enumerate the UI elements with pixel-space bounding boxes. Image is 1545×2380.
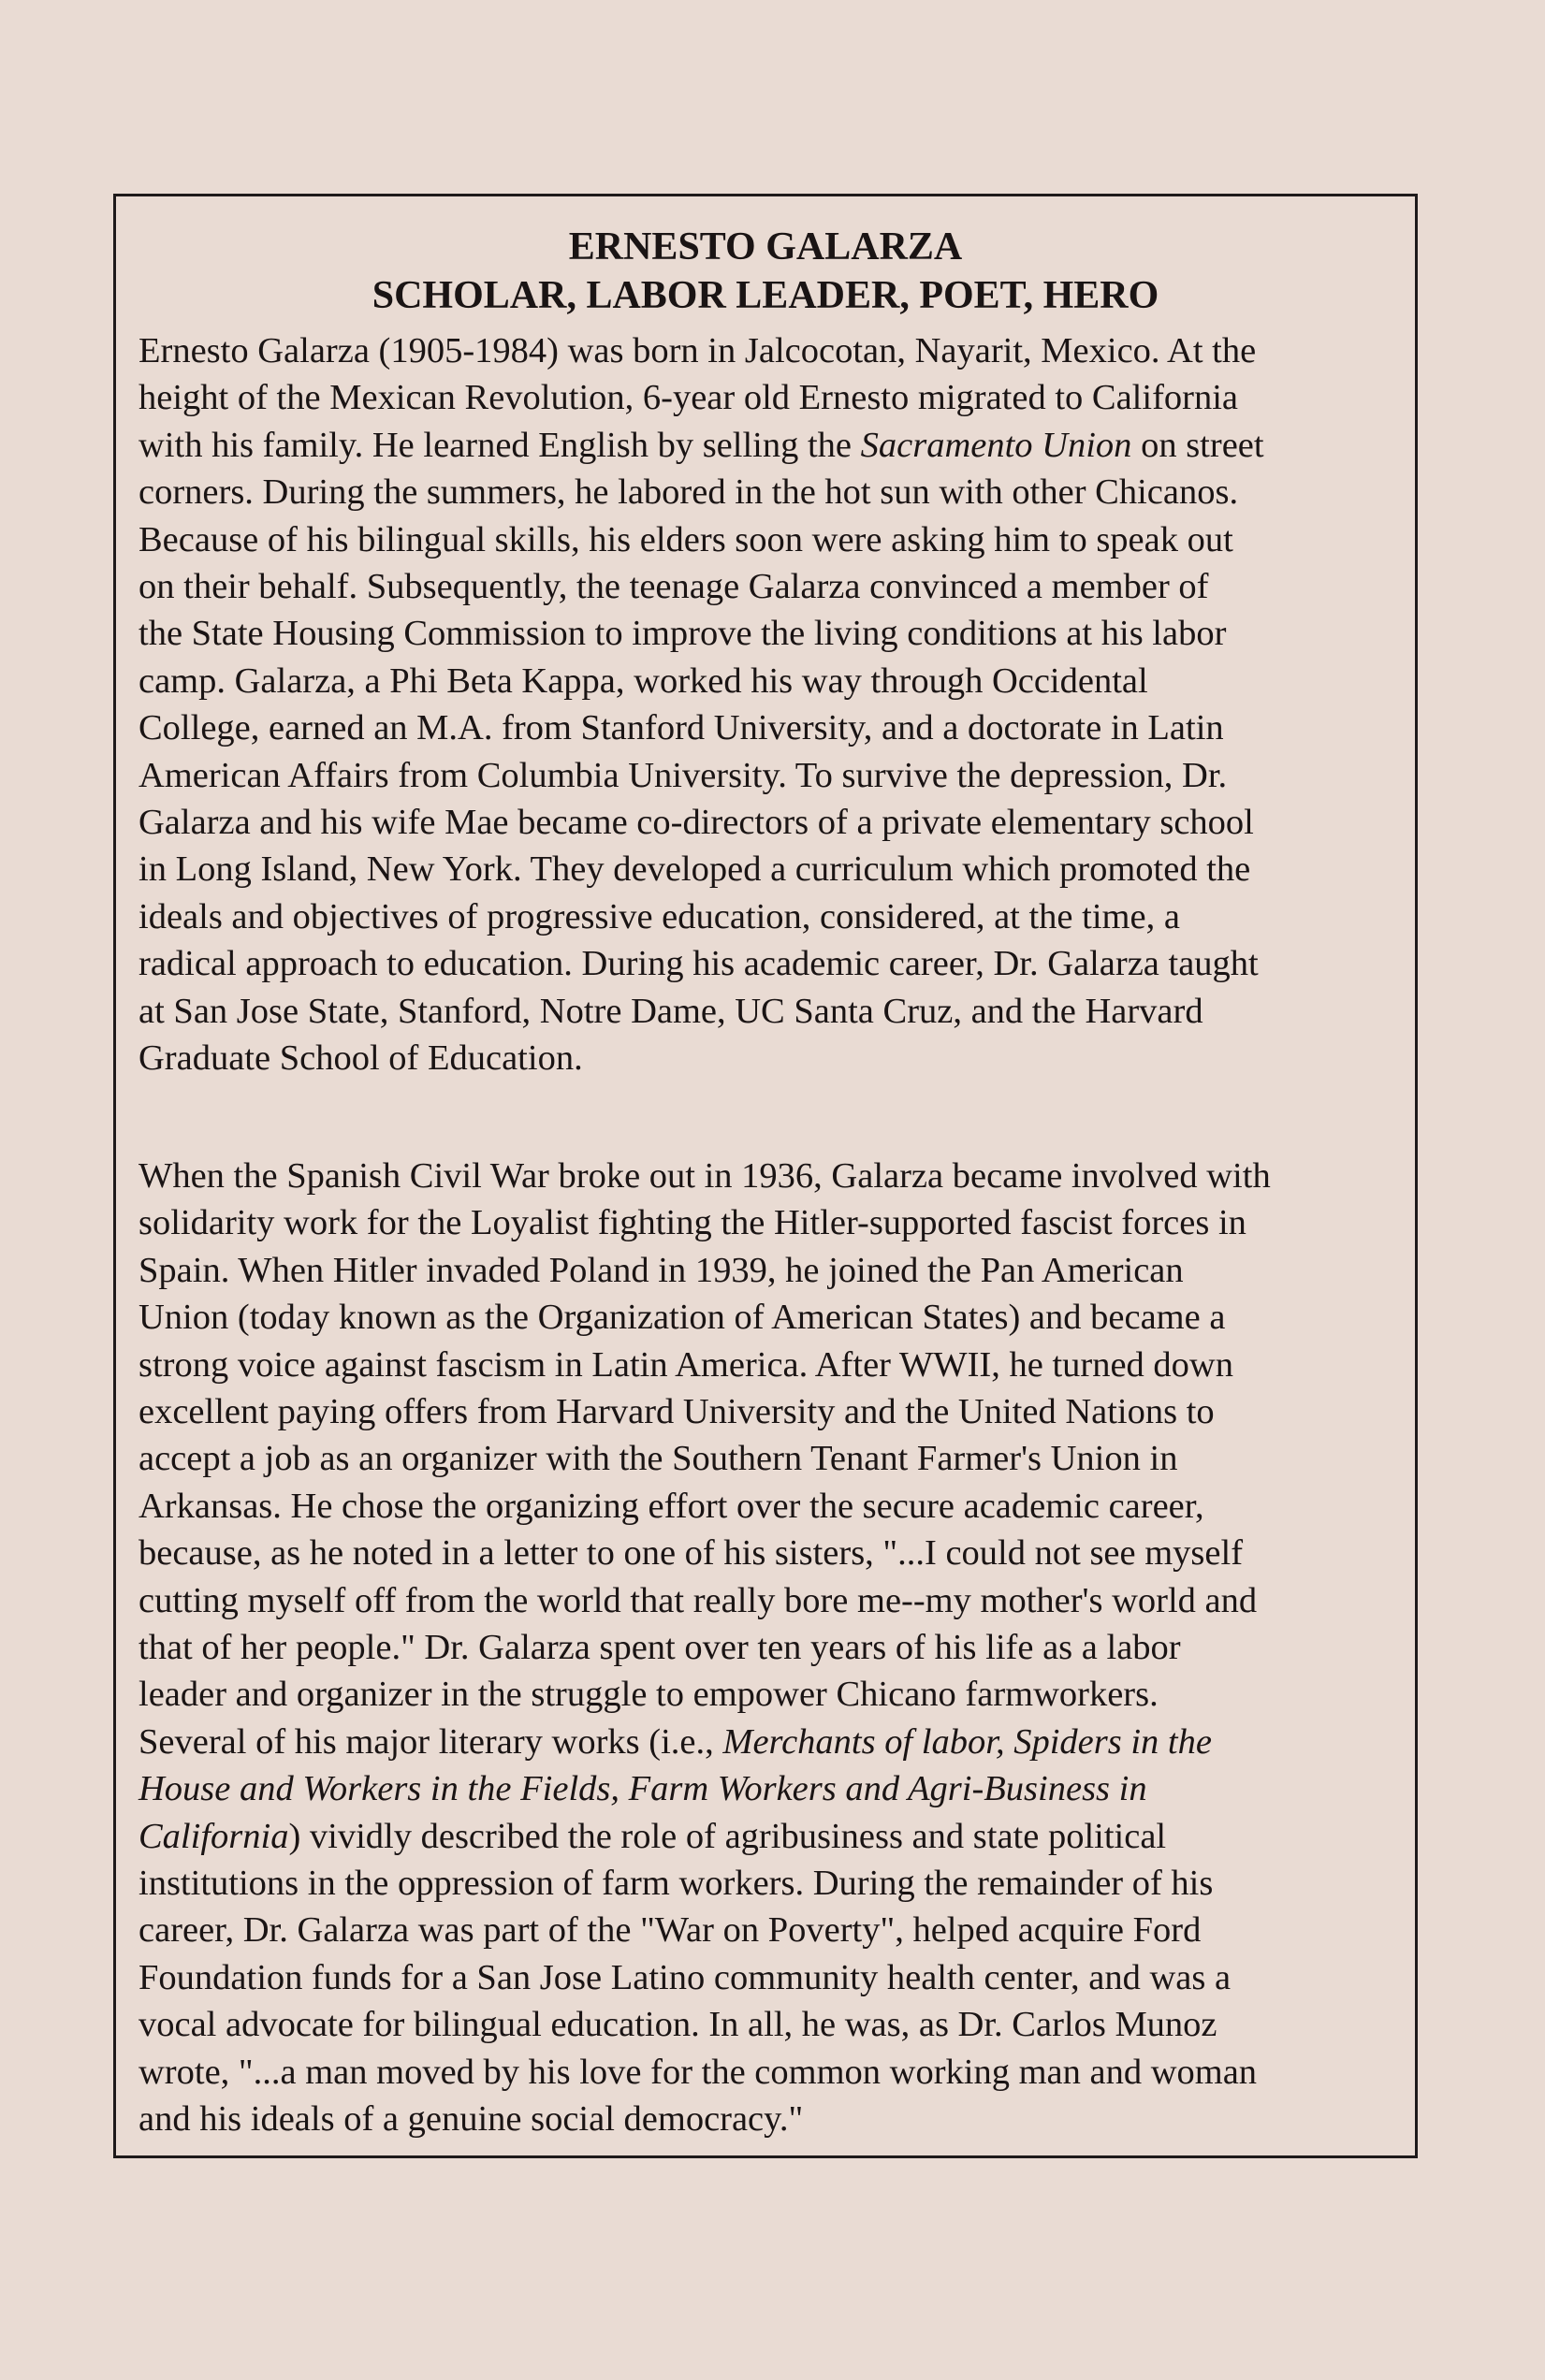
- paragraph-2-line: [138, 1535, 1243, 1572]
- text-segment: corners. During the summers, he labored in the hot sun with other Chicanos.: [138, 472, 1239, 513]
- text-segment: ) vividly described the role of agribusiness and state political: [288, 1816, 1167, 1856]
- text-segment: at San Jose State, Stanford, Notre Dame, UC Santa Cruz, and the Harvard: [138, 991, 1203, 1031]
- paragraph-2-line: [138, 1299, 1225, 1336]
- title-subtitle: SCHOLAR, LABOR LEADER, POET, HERO: [372, 274, 1159, 317]
- paragraph-1-line: [138, 805, 1254, 841]
- text-segment: When the Spanish Civil War broke out in 1936, Galarza became involved with: [138, 1156, 1271, 1196]
- text-segment: Arkansas. He chose the organizing effort over the secure academic career,: [138, 1486, 1204, 1526]
- text-segment: career, Dr. Galarza was part of the "War on Poverty", helped acquire Ford: [138, 1910, 1202, 1951]
- paragraph-1-line: [138, 616, 1226, 652]
- text-segment: height of the Mexican Revolution, 6-year old Ernesto migrated to California: [138, 378, 1239, 418]
- text-segment: and his ideals of a genuine social democracy.": [138, 2099, 804, 2139]
- text-segment: wrote, "...a man moved by his love for the common working man and woman: [138, 2052, 1258, 2092]
- text-segment: Ernesto Galarza (1905-1984) was born in Jalcocotan, Nayarit, Mexico. At the: [138, 331, 1257, 370]
- paragraph-1-line: [138, 425, 1264, 465]
- text-segment: camp. Galarza, a Phi Beta Kappa, worked his way through Occidental: [138, 660, 1148, 701]
- text-segment: the State Housing Commission to improve the living conditions at his labor: [138, 614, 1227, 654]
- paragraph-2-line: [138, 1865, 1213, 1902]
- text-segment: radical approach to education. During his academic career, Dr. Galarza taught: [138, 944, 1259, 984]
- italic-title-text: House and Workers in the Fields, Farm Workers and Agri-Business in: [138, 1769, 1147, 1809]
- text-segment: on their behalf. Subsequently, the teenage Galarza convinced a member of: [138, 567, 1209, 606]
- text-segment: Union (today known as the Organization of American States) and became a: [138, 1298, 1226, 1338]
- paragraph-2-line: [138, 1580, 1258, 1620]
- paragraph-2-line: [138, 1676, 1159, 1713]
- paragraph-1-line: [138, 333, 1256, 370]
- paragraph-2-line: [138, 1344, 1233, 1385]
- title-name: ERNESTO GALARZA: [568, 225, 963, 268]
- italic-title-text: California: [138, 1816, 289, 1856]
- paragraph-2-line: [138, 1912, 1201, 1949]
- paragraph-2-line: [138, 1394, 1215, 1430]
- paragraph-1-line: [138, 851, 1250, 888]
- paragraph-1-line: [138, 569, 1208, 605]
- paragraph-2-line: [138, 1441, 1177, 1477]
- paragraph-1-line: [138, 710, 1224, 747]
- text-segment: on street: [1131, 425, 1264, 465]
- paragraph-2-line: [138, 1771, 1147, 1807]
- text-segment: because, as he noted in a letter to one of his sisters, "...I could not see myself: [138, 1533, 1244, 1574]
- text-segment: Spain. When Hitler invaded Poland in 1939, he joined the Pan American: [138, 1250, 1184, 1290]
- bordered-text-box: [113, 194, 1418, 2158]
- paragraph-1-line: [138, 755, 1228, 795]
- paragraph-2-line: [138, 1630, 1181, 1666]
- paragraph-1-line: [138, 896, 1180, 936]
- text-segment: Several of his major literary works (i.e.,: [138, 1721, 723, 1762]
- paragraph-2-line: [138, 2007, 1217, 2043]
- paragraph-2-line: [138, 1205, 1246, 1241]
- paragraph-2-line: [138, 1488, 1204, 1525]
- paragraph-1-line: [138, 991, 1203, 1031]
- text-segment: cutting myself off from the world that really bore me--my mother's world and: [138, 1580, 1258, 1620]
- paragraph-2-line: [138, 2101, 803, 2138]
- text-segment: Foundation funds for a San Jose Latino community health center, and was a: [138, 1957, 1232, 1997]
- paragraph-1-line: [138, 519, 1233, 559]
- paragraph-2-line: [138, 2054, 1257, 2091]
- text-segment: institutions in the oppression of farm workers. During the remainder of his: [138, 1864, 1214, 1903]
- text-segment: Because of his bilingual skills, his elders soon were asking him to speak out: [138, 519, 1233, 559]
- text-segment: American Affairs from Columbia University. To survive the depression, Dr.: [138, 755, 1228, 795]
- italic-title-text: Merchants of labor, Spiders in the: [722, 1721, 1212, 1762]
- text-segment: accept a job as an organizer with the Southern Tenant Farmer's Union in: [138, 1439, 1178, 1479]
- paragraph-2-line: [138, 1957, 1232, 1997]
- text-segment: Graduate School of Education.: [138, 1038, 583, 1078]
- text-segment: solidarity work for the Loyalist fighting the Hitler-supported fascist forces in: [138, 1203, 1246, 1243]
- text-segment: Galarza and his wife Mae became co-directors of a private elementary school: [138, 803, 1254, 842]
- text-segment: in Long Island, New York. They developed a curriculum which promoted the: [138, 849, 1251, 890]
- italic-title-text: Sacramento Union: [860, 425, 1132, 465]
- paragraph-1-line: [138, 474, 1238, 511]
- text-segment: that of her people." Dr. Galarza spent over ten years of his life as a labor: [138, 1628, 1181, 1667]
- paragraph-2-line: [138, 1250, 1184, 1290]
- paragraph-1-line: [138, 380, 1238, 416]
- text-segment: with his family. He learned English by selling the: [138, 425, 861, 465]
- paragraph-2-line: [138, 1158, 1271, 1195]
- paragraph-2-line: [138, 1721, 1212, 1762]
- paragraph-1-line: [138, 660, 1148, 701]
- text-segment: ideals and objectives of progressive education, considered, at the time, a: [138, 896, 1180, 936]
- text-segment: College, earned an M.A. from Stanford University, and a doctorate in Latin: [138, 708, 1224, 748]
- text-segment: strong voice against fascism in Latin America. After WWII, he turned down: [138, 1344, 1233, 1385]
- text-segment: leader and organizer in the struggle to empower Chicano farmworkers.: [138, 1675, 1159, 1715]
- paragraph-1-line: [138, 1040, 583, 1077]
- text-segment: excellent paying offers from Harvard University and the United Nations to: [138, 1392, 1215, 1431]
- paragraph-1-line: [138, 946, 1259, 982]
- paragraph-2-line: [138, 1816, 1167, 1856]
- text-segment: vocal advocate for bilingual education. In all, he was, as Dr. Carlos Munoz: [138, 2005, 1217, 2045]
